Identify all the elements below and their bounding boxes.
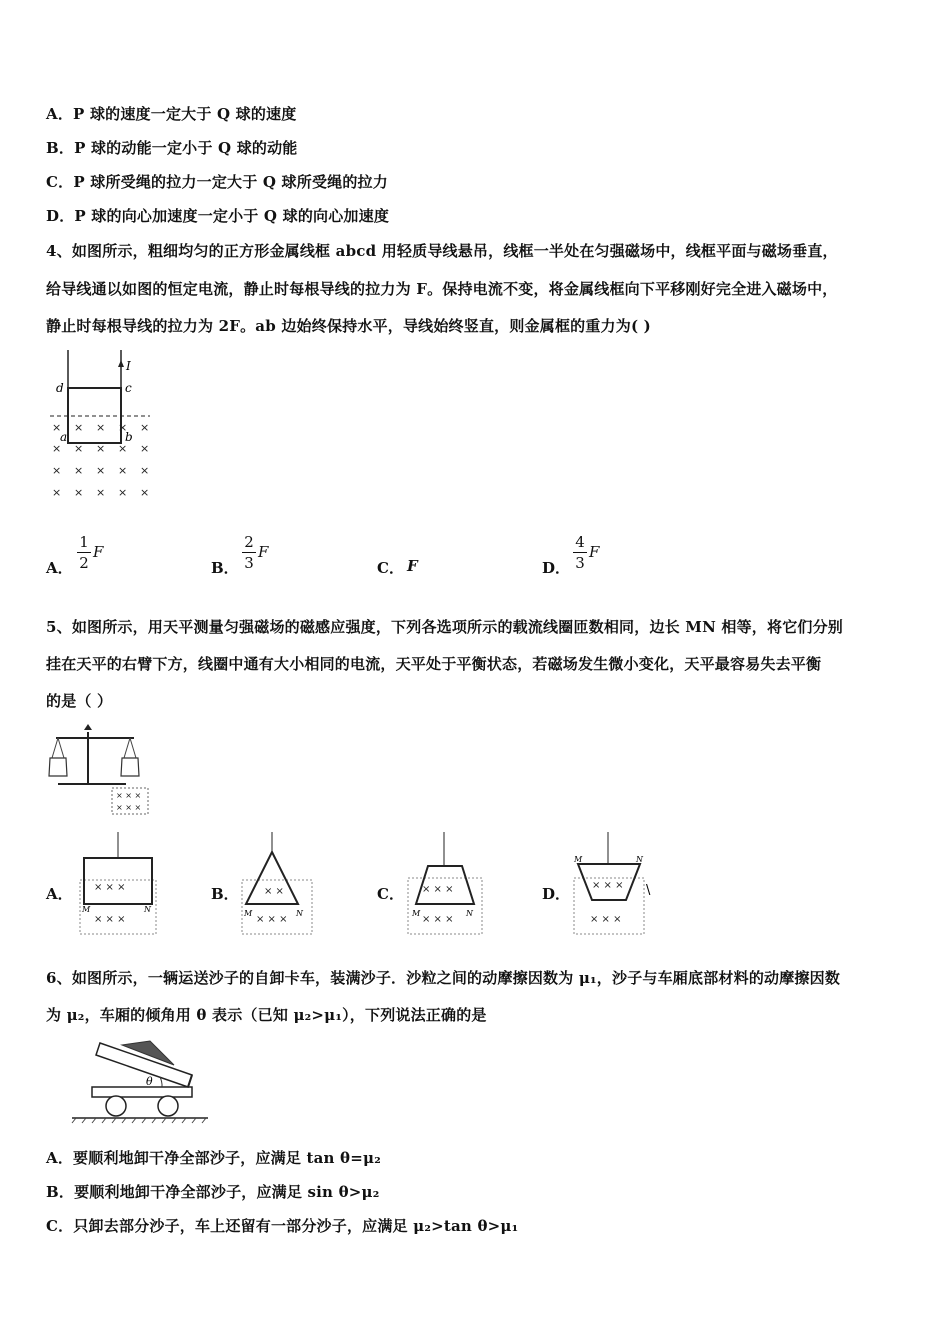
q3-option-b: B．P 球的动能一定小于 Q 球的动能 <box>46 139 298 157</box>
corner-b-label: b <box>125 430 133 444</box>
svg-text:×: × <box>140 464 150 477</box>
label-n: N <box>296 909 303 918</box>
svg-text:×: × <box>118 421 128 434</box>
svg-text:× × ×: × × × <box>422 914 454 925</box>
q5-option-c-letter: C． <box>377 885 404 903</box>
svg-text:×: × <box>74 442 84 455</box>
svg-text:×: × <box>118 442 128 455</box>
svg-text:×: × <box>140 486 150 499</box>
q4-option-b-letter: B． <box>211 559 239 577</box>
svg-text:×: × <box>140 442 150 455</box>
svg-text:× × ×: × × × <box>94 914 126 925</box>
svg-text:×: × <box>96 486 106 499</box>
svg-text:× × ×: × × × <box>592 880 624 891</box>
q4-option-a-letter: A． <box>46 559 73 577</box>
q6-stem-line-1: 6、如图所示，一辆运送沙子的自卸卡车，装满沙子．沙粒之间的动摩擦因数为 μ₁，沙子与车厢底部材料的动摩擦因数 <box>46 969 841 987</box>
q5-option-b-letter: B． <box>211 885 239 903</box>
svg-text:×: × <box>74 421 84 434</box>
label-n: N <box>636 855 643 864</box>
label-m: M <box>412 909 421 918</box>
q5-option-d-letter: D． <box>542 885 571 903</box>
q5-option-b-figure <box>238 832 318 937</box>
q3-option-d: D．P 球的向心加速度一定小于 Q 球的向心加速度 <box>46 207 390 225</box>
svg-text:×: × <box>118 464 128 477</box>
q4-option-a-fraction: 1 2 <box>77 533 91 572</box>
q4-option-d-var: F <box>589 543 600 561</box>
label-n: N <box>466 909 473 918</box>
svg-text:×: × <box>96 442 106 455</box>
corner-c-label: c <box>125 381 132 395</box>
stray-slash: \ <box>646 883 651 898</box>
q4-option-b-var: F <box>258 543 269 561</box>
svg-text:×: × <box>96 421 106 434</box>
svg-text:× × ×: × × × <box>590 914 622 925</box>
q4-stem-line-1: 4、如图所示，粗细均匀的正方形金属线框 abcd 用轻质导线悬吊，线框一半处在匀强磁场中，线框平面与磁场垂直， <box>46 242 838 260</box>
svg-text:×: × <box>118 486 128 499</box>
q6-option-a: A．要顺利地卸干净全部沙子，应满足 tan θ=μ₂ <box>46 1149 381 1167</box>
q4-option-b-fraction: 2 3 <box>242 533 256 572</box>
label-m: M <box>82 905 91 914</box>
q5-stem-line-3: 的是（ ） <box>46 692 113 710</box>
q3-option-c: C．P 球所受绳的拉力一定大于 Q 球所受绳的拉力 <box>46 173 388 191</box>
svg-text:×: × <box>74 464 84 477</box>
svg-text:× × ×: × × × <box>116 803 142 812</box>
q5-stem-line-1: 5、如图所示，用天平测量匀强磁场的磁感应强度，下列各选项所示的载流线圈匝数相同，边长 MN 相等，将它们分别 <box>46 618 844 636</box>
corner-a-label: a <box>60 430 68 444</box>
q5-option-a-letter: A． <box>46 885 73 903</box>
q6-option-c: C．只卸去部分沙子，车上还留有一部分沙子，应满足 μ₂>tan θ>μ₁ <box>46 1217 519 1235</box>
label-m: M <box>574 855 583 864</box>
q4-figure <box>46 346 166 506</box>
q4-option-c-text: F <box>407 557 418 575</box>
q5-option-d-figure <box>570 832 660 937</box>
svg-text:×: × <box>52 442 62 455</box>
svg-text:× × ×: × × × <box>116 791 142 800</box>
q4-option-c-letter: C． <box>377 559 404 577</box>
q3-option-a: A．P 球的速度一定大于 Q 球的速度 <box>46 105 297 123</box>
theta-label: θ <box>146 1075 153 1088</box>
q6-stem-line-2: 为 μ₂，车厢的倾角用 θ 表示（已知 μ₂>μ₁），下列说法正确的是 <box>46 1006 487 1024</box>
q4-stem-line-3: 静止时每根导线的拉力为 2F。ab 边始终保持水平，导线始终竖直，则金属框的重力为( ) <box>46 317 651 335</box>
corner-d-label: d <box>56 381 64 395</box>
q5-balance-figure <box>46 722 161 817</box>
svg-text:×: × <box>52 486 62 499</box>
q5-option-a-figure <box>74 832 164 937</box>
q5-stem-line-2: 挂在天平的右臂下方，线圈中通有大小相同的电流，天平处于平衡状态，若磁场发生微小变化，天平最容易失去平衡 <box>46 655 822 673</box>
q4-option-d-fraction: 4 3 <box>573 533 587 572</box>
current-label: I <box>126 359 131 373</box>
q4-option-d-letter: D． <box>542 559 571 577</box>
svg-text:×: × <box>52 421 62 434</box>
svg-text:× × ×: × × × <box>422 884 454 895</box>
label-n: N <box>144 905 151 914</box>
svg-text:×: × <box>96 464 106 477</box>
q4-stem-line-2: 给导线通以如图的恒定电流，静止时每根导线的拉力为 F。保持电流不变，将金属线框向下平移刚好完全进入磁场中， <box>46 280 838 298</box>
svg-text:×: × <box>74 486 84 499</box>
q6-truck-figure <box>70 1035 210 1125</box>
q4-option-a-var: F <box>93 543 104 561</box>
label-m: M <box>244 909 253 918</box>
svg-text:× × ×: × × × <box>94 882 126 893</box>
q5-option-c-figure <box>404 832 494 937</box>
svg-text:×: × <box>140 421 150 434</box>
svg-text:× ×: × × <box>264 886 284 897</box>
svg-text:× × ×: × × × <box>256 914 288 925</box>
svg-text:×: × <box>52 464 62 477</box>
q6-option-b: B．要顺利地卸干净全部沙子，应满足 sin θ>μ₂ <box>46 1183 380 1201</box>
